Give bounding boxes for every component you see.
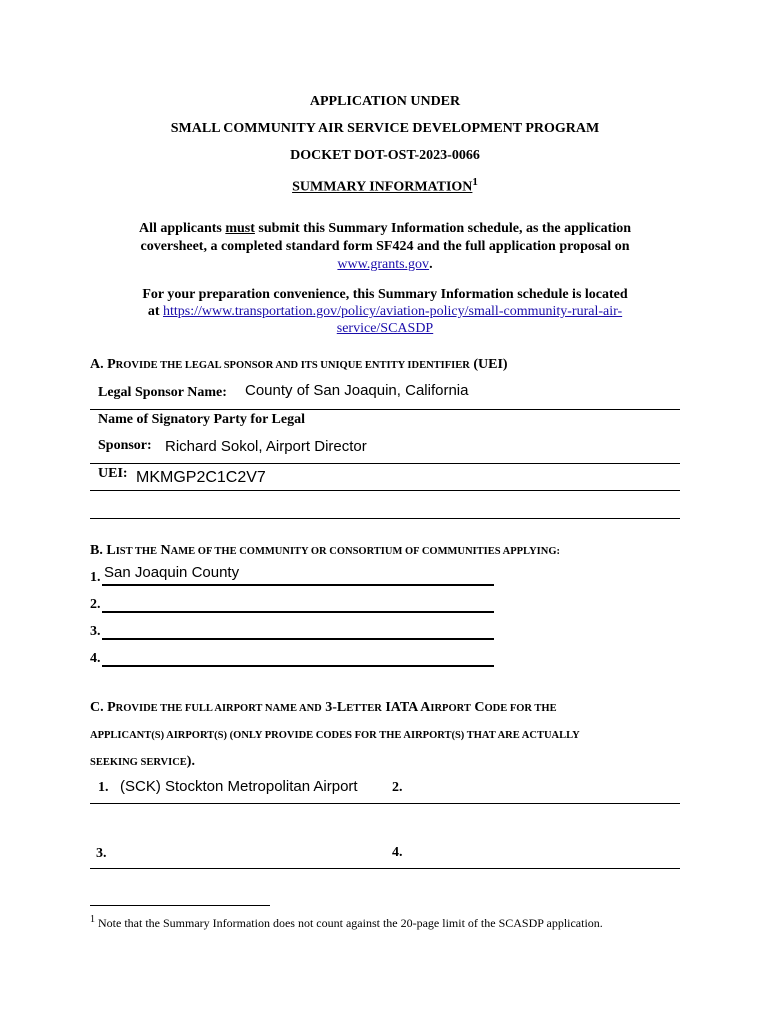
community-num-4: 4. <box>90 651 101 666</box>
section-c-l1-f: IRPORT <box>430 703 471 714</box>
section-c-l3: SEEKING SERVICE <box>90 757 187 768</box>
community-num-2: 2. <box>90 597 101 612</box>
intro-p2-at: at <box>147 304 160 319</box>
section-a-prefix: A. P <box>90 357 116 372</box>
signatory-label-2: Sponsor: <box>98 438 152 453</box>
signatory-underline <box>90 463 680 464</box>
section-c-l3-end: ). <box>186 754 195 769</box>
summary-title-text: SUMMARY INFORMATION <box>292 179 473 195</box>
section-c-l1-b: ROVIDE THE FULL AIRPORT NAME AND <box>115 703 322 714</box>
section-c-l2-a: APPLICANT(S) AIRPORT(S) (O <box>90 730 242 741</box>
airport-num-2: 2. <box>392 780 403 795</box>
intro-paragraph-2 <box>0 286 770 337</box>
intro-p1-line1 <box>0 220 770 238</box>
signatory-label-1: Name of Signatory Party for Legal <box>98 412 305 427</box>
section-c-title-line-1 <box>90 700 557 716</box>
transportation-link-cont[interactable]: service/SCASDP <box>336 321 434 336</box>
section-c-title-line-2 <box>90 727 580 743</box>
header-line-1: APPLICATION UNDER <box>309 94 461 109</box>
uei-field[interactable]: MKMGP2C1C2V7 <box>136 469 266 486</box>
section-c-title-line-3 <box>90 754 195 770</box>
intro-p1-end: . <box>429 257 433 272</box>
section-b-n: N <box>160 543 171 558</box>
header-line-2: SMALL COMMUNITY AIR SERVICE DEVELOPMENT PROGRAM <box>170 121 600 136</box>
uei-underline <box>90 490 680 491</box>
sponsor-label: Legal Sponsor Name: <box>98 385 227 400</box>
intro-p1-b: submit this Summary Information schedule, as the application <box>258 221 631 236</box>
sponsor-underline <box>90 409 680 410</box>
intro-p1-line3 <box>0 256 770 274</box>
intro-must: must <box>225 221 255 236</box>
footnote-mark: 1 <box>90 914 95 925</box>
community-line-1 <box>102 584 494 586</box>
airport-num-1: 1. <box>98 780 109 795</box>
airport-num-3: 3. <box>96 846 107 861</box>
footnote-ref: 1 <box>472 176 478 188</box>
uei-label: UEI: <box>98 466 128 481</box>
section-c-l1-h: ODE FOR THE <box>484 703 557 714</box>
section-a-rest: ROVIDE THE LEGAL SPONSOR AND ITS UNIQUE ENTITY IDENTIFIER <box>115 360 470 371</box>
airport-field-1[interactable]: (SCK) Stockton Metropolitan Airport <box>120 778 358 795</box>
section-c-l1-d: ETTER <box>346 703 382 714</box>
section-c-l1-c: 3-L <box>325 700 347 715</box>
section-b-title <box>90 543 560 559</box>
section-c-l1-g: C <box>474 700 485 715</box>
section-c-l2-b: NLY PROVIDE CODES FOR THE AIRPORT(S) THAT ARE ACTUALLY <box>241 730 580 741</box>
intro-p2-line2 <box>0 303 770 320</box>
airport-row-1-line <box>90 803 680 804</box>
airport-num-4: 4. <box>392 845 403 860</box>
footnote <box>90 914 603 931</box>
section-b-prefix: B. L <box>90 543 116 558</box>
signatory-field[interactable]: Richard Sokol, Airport Director <box>165 438 367 455</box>
header-line-3: DOCKET DOT-OST-2023-0066 <box>290 148 480 163</box>
section-c-l1-e: IATA A <box>385 700 431 715</box>
intro-p1-line2: coversheet, a completed standard form SF424 and the full application proposal on <box>140 239 630 254</box>
transportation-link[interactable]: https://www.transportation.gov/policy/aviation-policy/small-community-rural-air- <box>163 304 623 319</box>
section-a-bottom-line <box>90 518 680 519</box>
section-a-title <box>90 357 508 373</box>
community-num-1: 1. <box>90 570 101 585</box>
intro-p2-line3 <box>0 320 770 337</box>
community-num-3: 3. <box>90 624 101 639</box>
summary-title <box>0 176 770 196</box>
community-field-1[interactable]: San Joaquin County <box>104 564 240 581</box>
footnote-text: Note that the Summary Information does not count against the 20-page limit of the SCASDP application. <box>98 916 603 930</box>
community-line-3 <box>102 638 494 640</box>
section-b-rest2: AME OF THE COMMUNITY OR CONSORTIUM OF COMMUNITIES APPLYING: <box>170 546 560 557</box>
community-line-2 <box>102 611 494 613</box>
sponsor-name-field[interactable]: County of San Joaquin, California <box>245 382 469 399</box>
community-line-4 <box>102 665 494 667</box>
intro-p2-line1: For your preparation convenience, this Summary Information schedule is located <box>142 287 628 302</box>
section-a-suffix: (UEI) <box>473 357 508 372</box>
airport-row-2-line <box>90 868 680 869</box>
footnote-divider <box>90 905 270 906</box>
section-c-l1-a: C. P <box>90 700 116 715</box>
intro-paragraph-1 <box>0 220 770 274</box>
grants-gov-link[interactable]: www.grants.gov <box>337 257 430 272</box>
section-b-rest: IST THE <box>115 546 158 557</box>
intro-p1-a: All applicants <box>138 221 222 236</box>
